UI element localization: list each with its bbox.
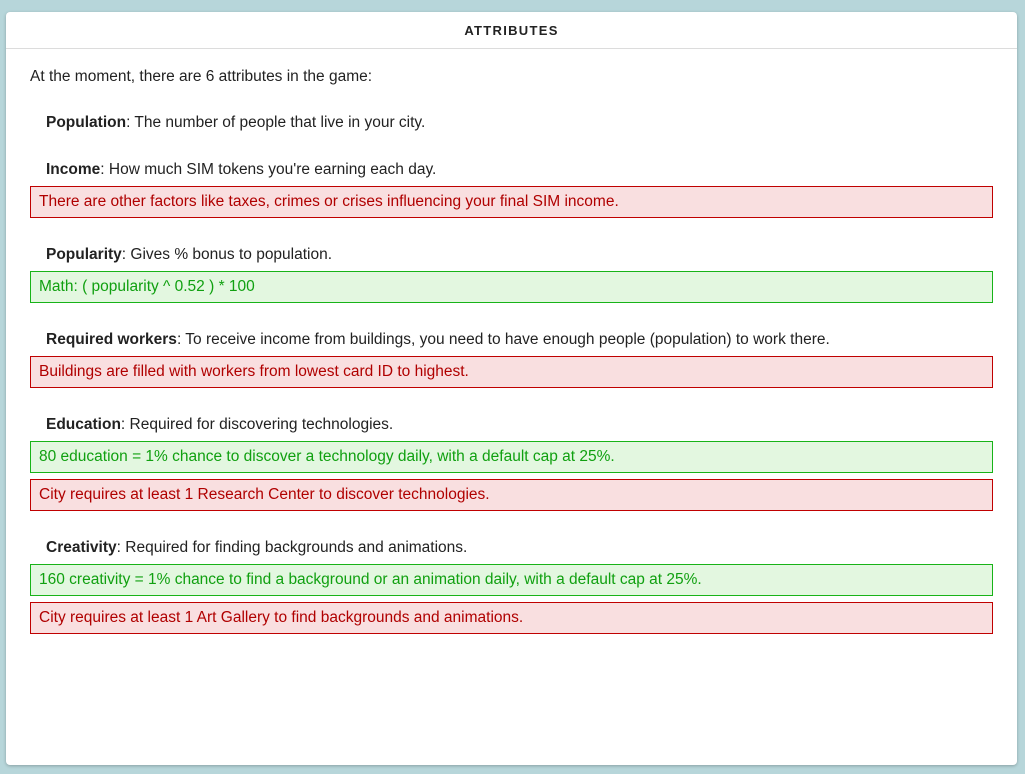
attribute-line xyxy=(30,330,993,350)
info-note: 160 creativity = 1% chance to find a background or an animation daily, with a default cap at 25%. xyxy=(30,564,993,596)
attribute-description: : To receive income from buildings, you need to have enough people (population) to work there. xyxy=(176,331,830,348)
attribute-name: Creativity xyxy=(46,539,117,556)
attribute-creativity xyxy=(30,538,993,634)
attribute-line xyxy=(30,245,993,265)
attribute-description: : Gives % bonus to population. xyxy=(121,246,333,263)
warning-note: There are other factors like taxes, crimes or crises influencing your final SIM income. xyxy=(30,186,993,218)
attribute-line xyxy=(30,415,993,435)
panel-header xyxy=(6,12,1017,49)
attribute-required-workers xyxy=(30,330,993,388)
warning-note: Buildings are filled with workers from lowest card ID to highest. xyxy=(30,356,993,388)
warning-note: City requires at least 1 Art Gallery to find backgrounds and animations. xyxy=(30,602,993,634)
intro-text: At the moment, there are 6 attributes in the game: xyxy=(30,68,373,85)
panel-title: ATTRIBUTES xyxy=(464,22,559,38)
attributes-panel xyxy=(6,12,1017,765)
attribute-name: Education xyxy=(46,416,121,433)
attribute-education xyxy=(30,415,993,511)
panel-body xyxy=(6,49,1017,634)
attribute-name: Popularity xyxy=(46,246,122,263)
attribute-line xyxy=(30,160,993,180)
attribute-name: Required workers xyxy=(46,331,177,348)
attribute-description: : The number of people that live in your city. xyxy=(126,114,426,131)
attribute-name: Income xyxy=(46,161,101,178)
attribute-population xyxy=(30,113,993,133)
info-note: 80 education = 1% chance to discover a technology daily, with a default cap at 25%. xyxy=(30,441,993,473)
attribute-name: Population xyxy=(46,114,127,131)
attribute-income xyxy=(30,160,993,218)
attribute-popularity xyxy=(30,245,993,303)
attribute-line xyxy=(30,538,993,558)
attribute-description: : Required for discovering technologies. xyxy=(120,416,394,433)
attribute-description: : How much SIM tokens you're earning each day. xyxy=(100,161,437,178)
warning-note: City requires at least 1 Research Center to discover technologies. xyxy=(30,479,993,511)
attribute-description: : Required for finding backgrounds and animations. xyxy=(116,539,468,556)
info-note: Math: ( popularity ^ 0.52 ) * 100 xyxy=(30,271,993,303)
attribute-line xyxy=(30,113,993,133)
